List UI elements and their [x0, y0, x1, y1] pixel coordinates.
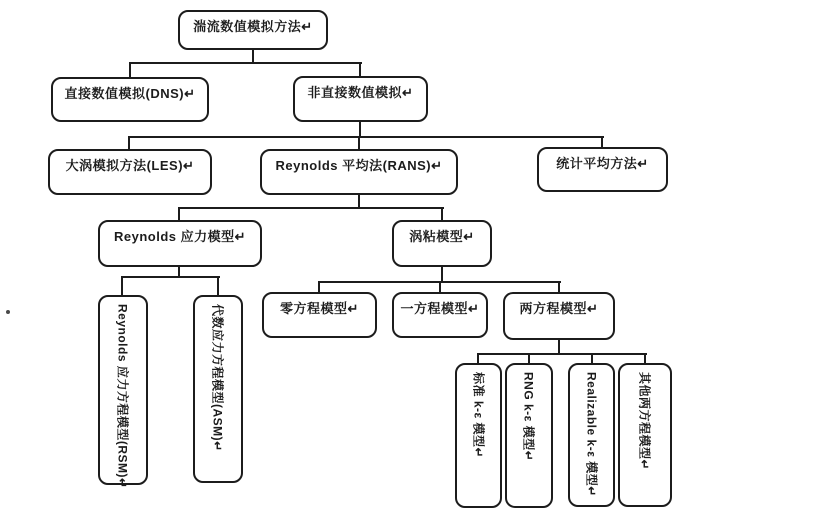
- node-non-direct: 非直接数值模拟↵: [293, 76, 428, 122]
- node-realizable-ke: [568, 363, 615, 507]
- node-rsm-label: Reynolds 应力方程模型(RSM)↵: [115, 304, 130, 489]
- node-statistical: 统计平均方法↵: [537, 147, 668, 192]
- node-rng-ke-label: RNG k-ε 模型↵: [521, 372, 536, 462]
- node-les: 大涡模拟方法(LES)↵: [48, 149, 212, 195]
- node-rans: Reynolds 平均法(RANS)↵: [260, 149, 458, 195]
- node-rsm: [98, 295, 148, 489]
- node-other-two-eq: [618, 363, 672, 507]
- connector: [477, 353, 647, 355]
- connector: [178, 207, 444, 209]
- node-std-ke: [455, 363, 502, 508]
- node-rng-ke: [505, 363, 553, 508]
- connector: [178, 207, 180, 221]
- connector: [121, 276, 123, 296]
- connector: [217, 276, 219, 296]
- node-realizable-ke-label: Realizable k-ε 模型↵: [584, 372, 598, 497]
- node-zero-eq: 零方程模型↵: [262, 292, 377, 338]
- connector: [121, 276, 220, 278]
- connector: [441, 207, 443, 221]
- node-asm-label: 代数应力方程模型(ASM)↵: [210, 304, 225, 452]
- node-dns: 直接数值模拟(DNS)↵: [51, 77, 209, 122]
- connector: [128, 136, 604, 138]
- scan-speck: [6, 310, 10, 314]
- connector: [129, 62, 362, 64]
- connector: [358, 136, 360, 150]
- node-other-two-eq-label: 其他两方程模型↵: [637, 372, 652, 471]
- node-root: 湍流数值模拟方法↵: [178, 10, 328, 50]
- node-one-eq: 一方程模型↵: [392, 292, 488, 338]
- node-asm: [193, 295, 243, 483]
- node-two-eq: 两方程模型↵: [503, 292, 615, 340]
- connector: [129, 62, 131, 78]
- connector: [128, 136, 130, 150]
- node-reynolds-stress: Reynolds 应力模型↵: [98, 220, 262, 267]
- node-eddy-viscosity: 涡粘模型↵: [392, 220, 492, 267]
- node-std-ke-label: 标准 k-ε 模型↵: [471, 372, 485, 459]
- connector: [359, 62, 361, 77]
